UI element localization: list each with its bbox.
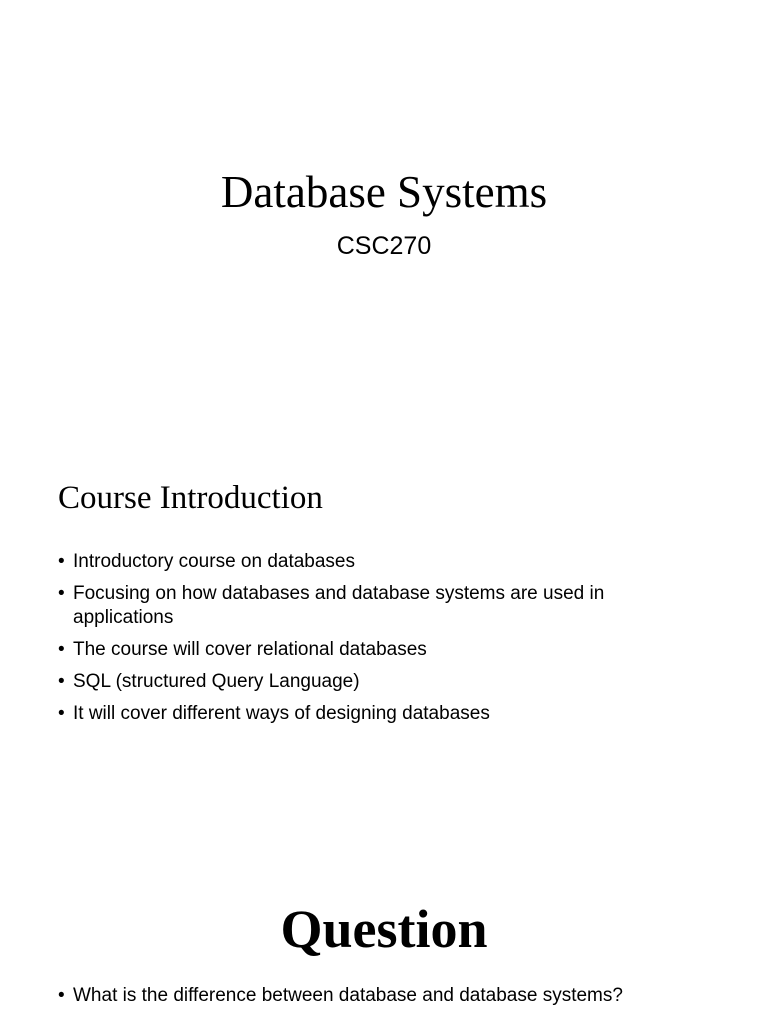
bullet-item — [58, 670, 698, 694]
slide-heading: Course Introduction — [58, 480, 323, 516]
slide-title — [0, 0, 768, 340]
bullet-text: Focusing on how databases and database systems are used in applications — [73, 583, 605, 628]
bullet-item — [58, 984, 698, 1008]
bullet-text: The course will cover relational databases — [73, 639, 427, 660]
bullet-list — [58, 984, 698, 1016]
bullet-icon: • — [58, 703, 65, 724]
bullet-icon: • — [58, 583, 65, 604]
bullet-list — [58, 550, 698, 734]
bullet-text: It will cover different ways of designing databases — [73, 703, 490, 724]
bullet-text: Introductory course on databases — [73, 551, 356, 572]
bullet-item — [58, 702, 698, 726]
bullet-icon: • — [58, 551, 65, 572]
bullet-icon: • — [58, 985, 65, 1006]
bullet-item — [58, 550, 698, 574]
slide-course-introduction — [0, 440, 768, 770]
slide-subtitle: CSC270 — [336, 232, 432, 260]
bullet-item — [58, 582, 698, 630]
bullet-item — [58, 638, 698, 662]
slide-title-heading: Database Systems — [220, 167, 548, 217]
bullet-icon: • — [58, 671, 65, 692]
bullet-text: What is the difference between database and database systems? — [73, 985, 623, 1006]
bullet-icon: • — [58, 639, 65, 660]
slide-heading: Question — [280, 899, 488, 959]
slide-question — [0, 870, 768, 1024]
bullet-text: SQL (structured Query Language) — [73, 671, 360, 692]
